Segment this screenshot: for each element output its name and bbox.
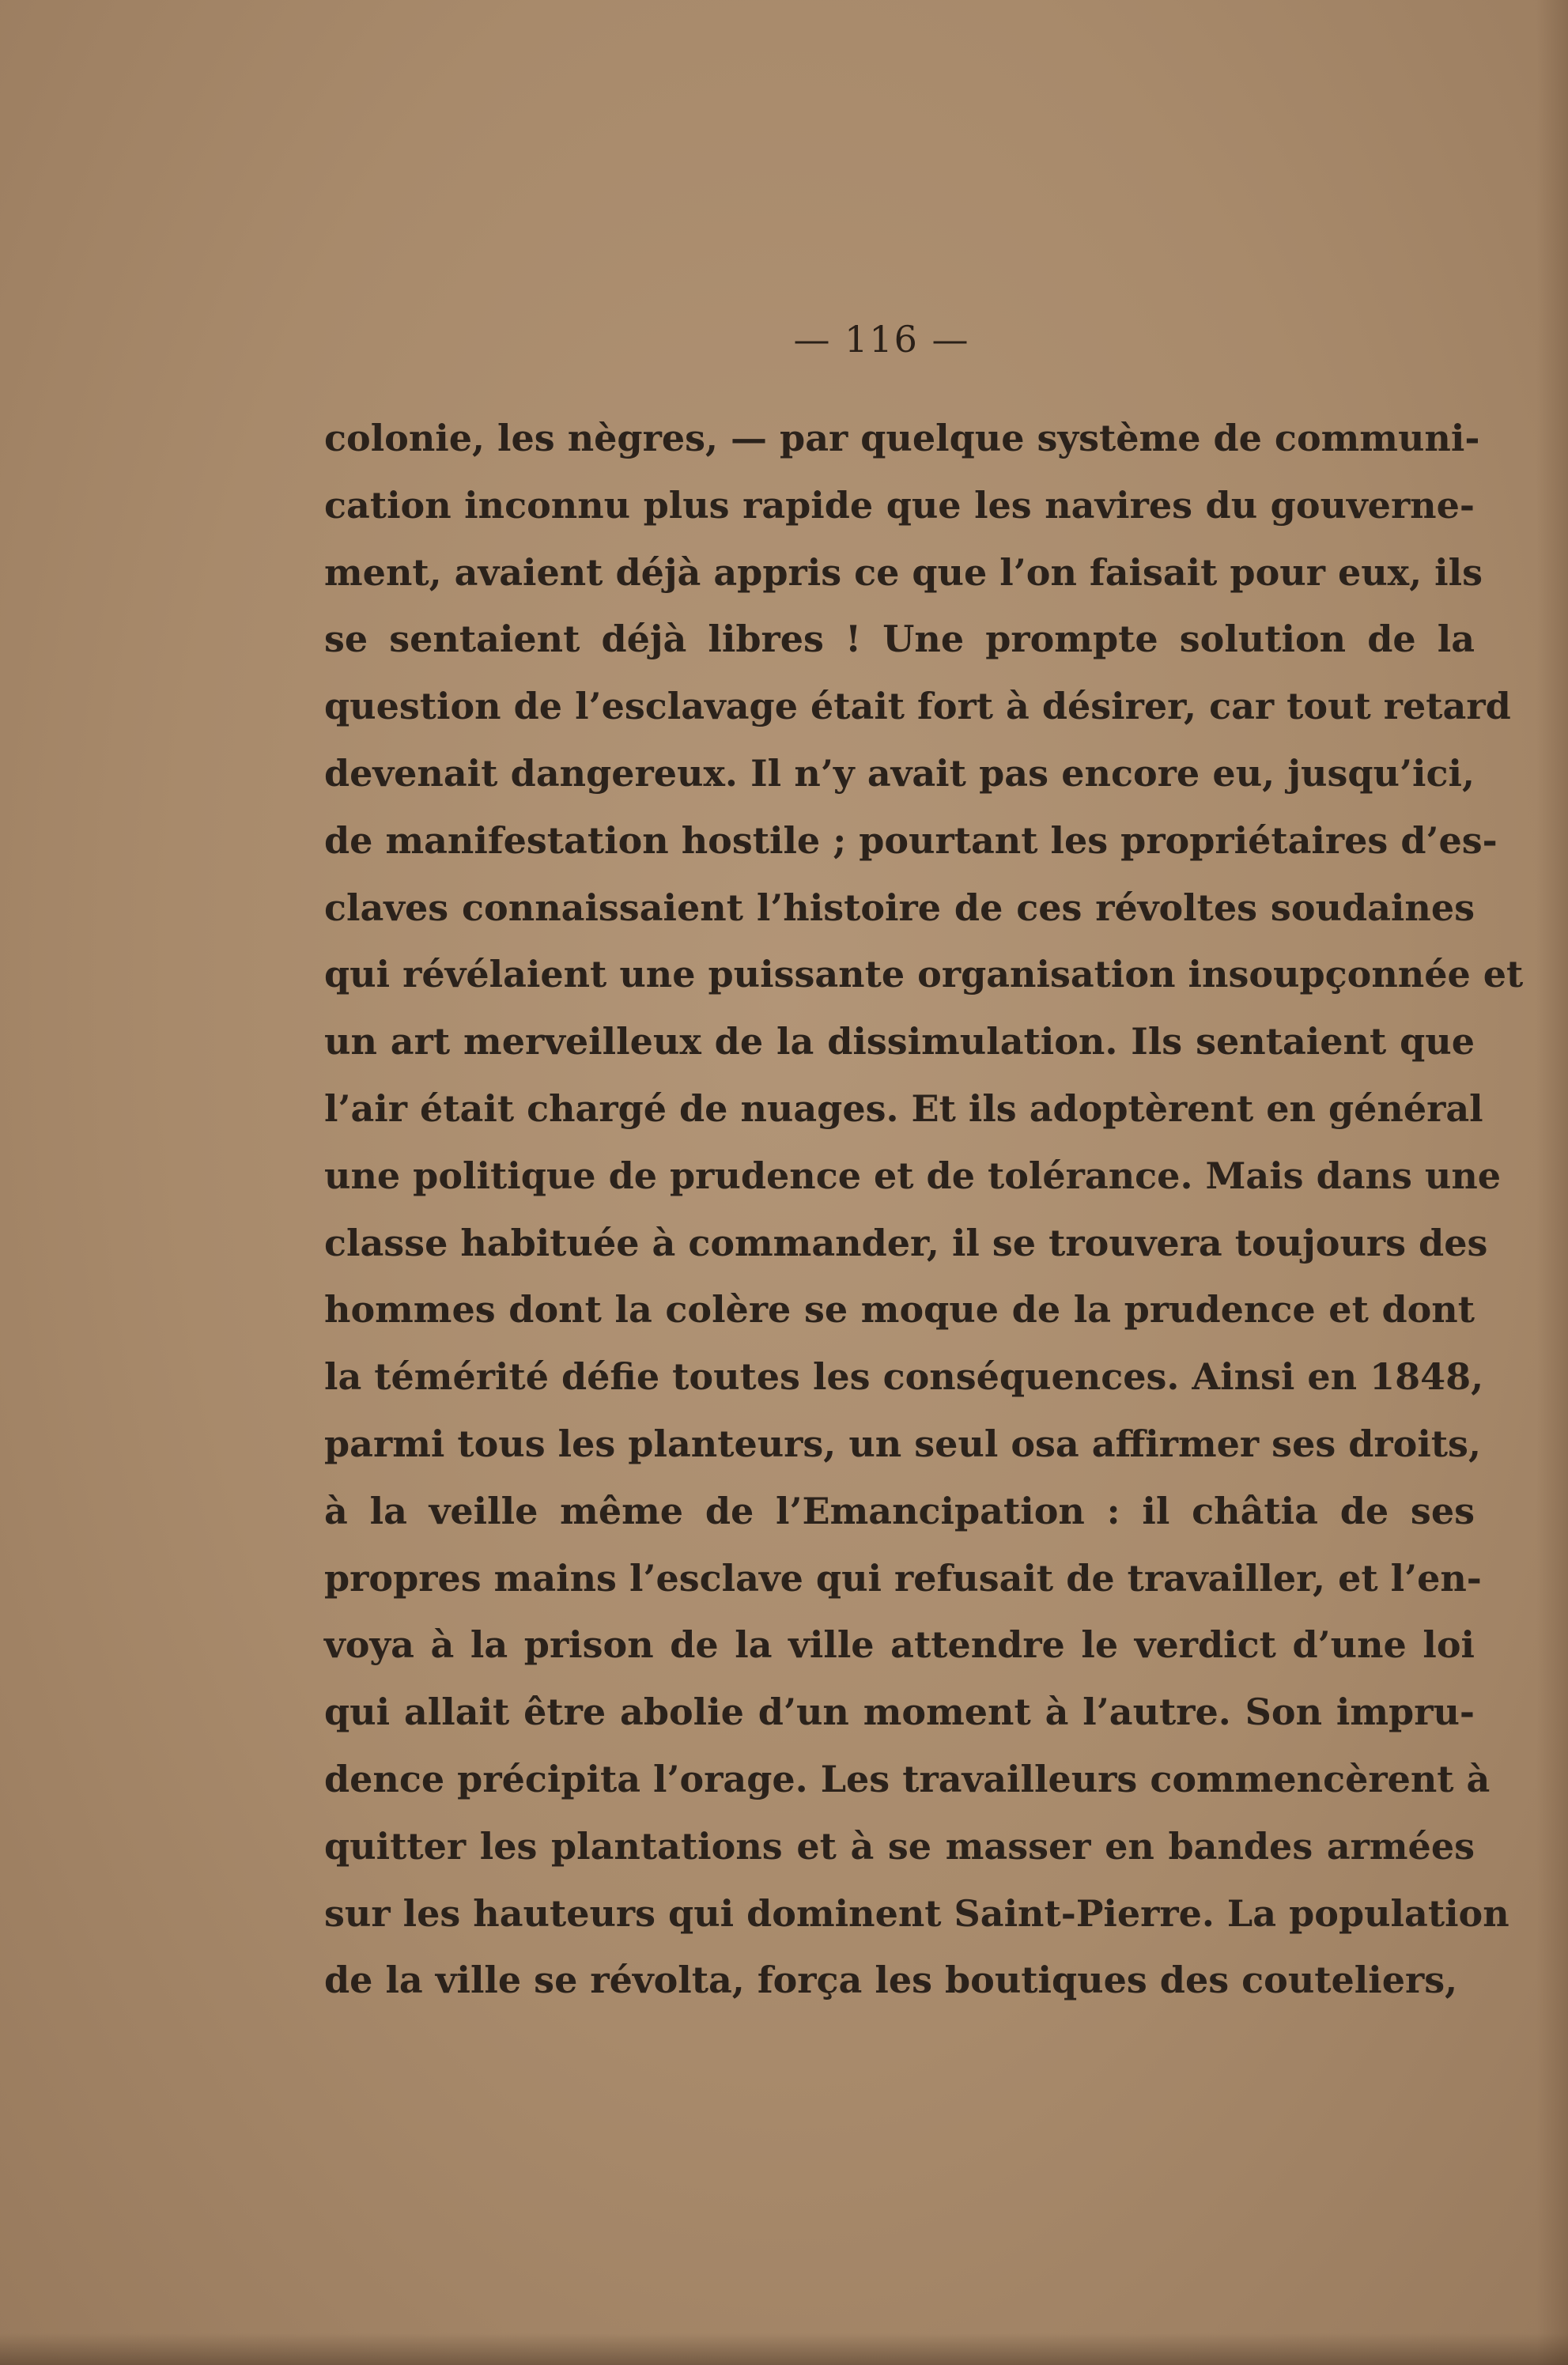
text-line: qui allait être abolie d’un moment à l’autre. Son impru-	[324, 1691, 1475, 1734]
page-edge-shadow	[1536, 0, 1568, 2365]
text-line: devenait dangereux. Il n’y avait pas encore eu, jusqu’ici,	[324, 751, 1475, 795]
text-line: propres mains l’esclave qui refusait de travailler, et l’en-	[324, 1556, 1482, 1600]
text-line: sur les hauteurs qui dominent Saint-Pierre. La population	[324, 1891, 1509, 1935]
body-text	[324, 405, 1524, 2014]
text-line: question de l’esclavage était fort à désirer, car tout retard	[324, 685, 1511, 728]
text-line: l’air était chargé de nuages. Et ils adoptèrent en général	[324, 1086, 1483, 1130]
text-line: une politique de prudence et de tolérance. Mais dans une	[324, 1154, 1502, 1197]
text-line: hommes dont la colère se moque de la prudence et dont	[324, 1288, 1475, 1332]
text-line: claves connaissaient l’histoire de ces révoltes soudaines	[324, 886, 1475, 929]
text-line: colonie, les nègres, — par quelque système de communi-	[324, 417, 1480, 459]
text-line: classe habituée à commander, il se trouvera toujours des	[324, 1221, 1488, 1264]
text-line: cation inconnu plus rapide que les navires du gouverne-	[324, 483, 1475, 527]
text-line: dence précipita l’orage. Les travailleurs commencèrent à	[324, 1757, 1491, 1800]
text-line: parmi tous les planteurs, un seul osa affirmer ses droits,	[324, 1422, 1481, 1465]
text-line: se sentaient déjà libres ! Une prompte solution de la	[324, 618, 1475, 661]
text-line: de manifestation hostile ; pourtant les propriétaires d’es-	[324, 818, 1498, 862]
text-line: qui révélaient une puissante organisation insoupçonnée et	[324, 953, 1524, 996]
text-line: à la veille même de l’Emancipation : il châtia de ses	[324, 1489, 1475, 1532]
text-line: quitter les plantations et à se masser en bandes armées	[324, 1824, 1475, 1868]
text-line: un art merveilleux de la dissimulation. Ils sentaient que	[324, 1020, 1475, 1063]
page-bottom-shadow	[0, 2333, 1568, 2365]
page-number: — 116 —	[793, 318, 970, 361]
text-line: de la ville se révolta, força les boutiques des couteliers,	[324, 1959, 1458, 2002]
text-line: voya à la prison de la ville attendre le verdict d’une loi	[324, 1623, 1475, 1667]
text-line: ment, avaient déjà appris ce que l’on faisait pour eux, ils	[324, 550, 1483, 594]
text-line: la témérité défie toutes les conséquences. Ainsi en 1848,	[324, 1355, 1484, 1399]
